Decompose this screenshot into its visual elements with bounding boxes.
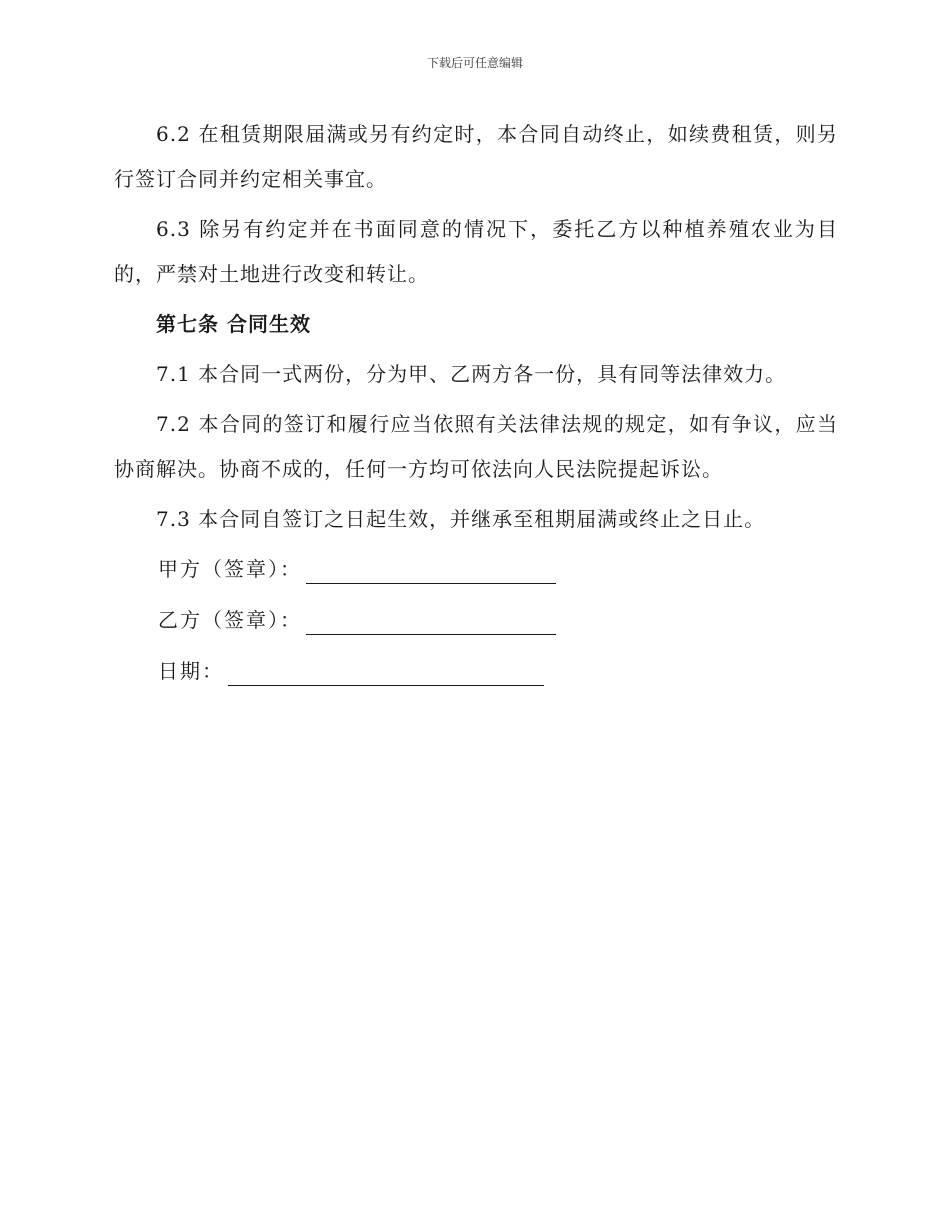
clause-7-3: 7.3 本合同自签订之日起生效，并继承至租期届满或终止之日止。: [156, 507, 766, 531]
clause-6-3: 6.3 除另有约定并在书面同意的情况下，委托乙方以种植养殖农业为目的，严禁对土地进行改变和转让。: [114, 217, 838, 286]
party-a-label: 甲方（签章）：: [158, 557, 302, 581]
party-b-label: 乙方（签章）：: [158, 608, 302, 632]
document-body: [114, 112, 838, 700]
clause-7-1: 7.1 本合同一式两份，分为甲、乙两方各一份，具有同等法律效力。: [156, 362, 787, 386]
party-b-signature-row: [114, 598, 838, 643]
party-b-signature-blank: [306, 604, 556, 635]
date-row: [114, 649, 838, 694]
date-label: 日期：: [158, 659, 224, 683]
clause-7-2: 7.2 本合同的签订和履行应当依照有关法律法规的规定，如有争议，应当协商解决。协商不成的，任何一方均可依法向人民法院提起诉讼。: [114, 412, 838, 481]
date-blank: [228, 655, 544, 686]
party-a-signature-blank: [306, 553, 556, 584]
article-7-heading: 第七条 合同生效: [156, 312, 311, 336]
clause-6-2: 6.2 在租赁期限届满或另有约定时，本合同自动终止，如续费租赁，则另行签订合同并约定相关事宜。: [114, 122, 838, 191]
party-a-signature-row: [114, 547, 838, 592]
page-header: 下载后可任意编辑: [426, 56, 523, 70]
